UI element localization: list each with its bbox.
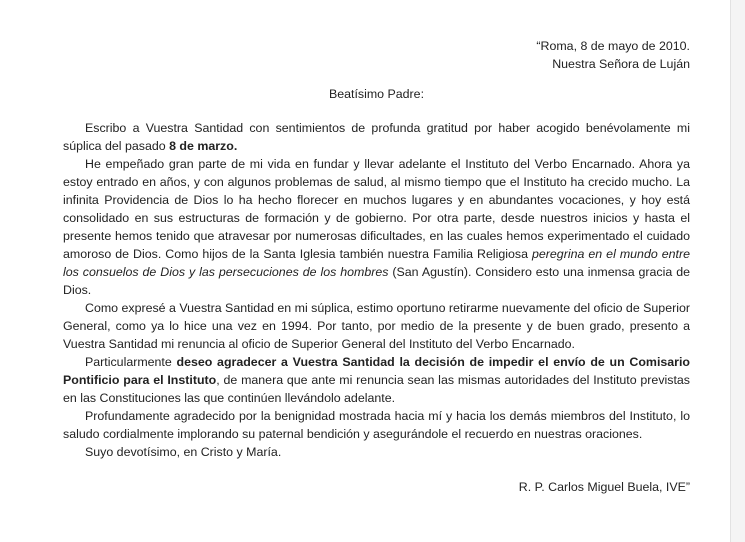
paragraph-5: Profundamente agradecido por la benignidad mostrada hacia mí y hacia los demás miembros del Instituto, lo saludo cordialmente implorando su paternal bendición y asegurándole el recuerdo en nuestras oraciones. (63, 409, 690, 441)
date-line: “Roma, 8 de mayo de 2010. (536, 39, 690, 53)
letter-header (63, 37, 690, 73)
greeting: Beatísimo Padre: (328, 87, 425, 101)
paragraph-2-tail: (San Agustín). Considero esto una inmensa gracia de Dios. (63, 265, 690, 297)
feast-line: Nuestra Señora de Luján (552, 57, 690, 71)
signature: R. P. Carlos Miguel Buela, IVE” (518, 480, 690, 494)
paragraph-4 (63, 353, 690, 407)
closing-line: Suyo devotísimo, en Cristo y María. (85, 445, 282, 459)
paragraph-2-text: He empeñado gran parte de mi vida en fundar y llevar adelante el Instituto del Verbo Encarnado. Ahora ya estoy entrado en años, y con algunos problemas de salud, al mismo tiempo que el Instituto ha crecido mucho. La infinita Providencia de Dios lo ha hecho florecer en muchos lugares y en abundantes vocaciones, y hoy está consolidado en sus estructuras de formación y de gobierno. Por otra parte, desde nuestros inicios y hasta el presente hemos tenido que atravesar por numerosas dificultades, en las cuales hemos experimentado el cuidado amoroso de Dios. Como hijos de la Santa Iglesia también nuestra Familia Religiosa (63, 157, 690, 261)
paragraph-1-bold-date: 8 de marzo. (169, 139, 238, 153)
paragraph-4-bold: deseo agradecer a Vuestra Santidad la decisión de impedir el envío de un Comisario Pontificio para el Instituto (63, 355, 691, 387)
paragraph-1 (63, 119, 690, 155)
paragraph-4-tail: , de manera que ante mi renuncia sean las mismas autoridades del Instituto previstas en las Constituciones las que continúen llevándolo adelante. (63, 373, 690, 405)
letter-document (63, 37, 690, 496)
scrollbar-track[interactable] (730, 0, 745, 542)
paragraph-2 (63, 155, 690, 299)
paragraph-2-italic-quote: peregrina en el mundo entre los consuelos de Dios y las persecuciones de los hombres (63, 247, 690, 279)
paragraph-3: Como expresé a Vuestra Santidad en mi súplica, estimo oportuno retirarme nuevamente del oficio de Superior General, como ya lo hice una vez en 1994. Por tanto, por medio de la presente y de buen grado, presento a Vuestra Santidad mi renuncia al oficio de Superior General del Instituto del Verbo Encarnado. (63, 301, 690, 351)
paragraph-4-lead: Particularmente (85, 355, 177, 369)
paragraph-1-text: Escribo a Vuestra Santidad con sentimientos de profunda gratitud por haber acogido benévolamente mi súplica del pasado (63, 121, 690, 153)
